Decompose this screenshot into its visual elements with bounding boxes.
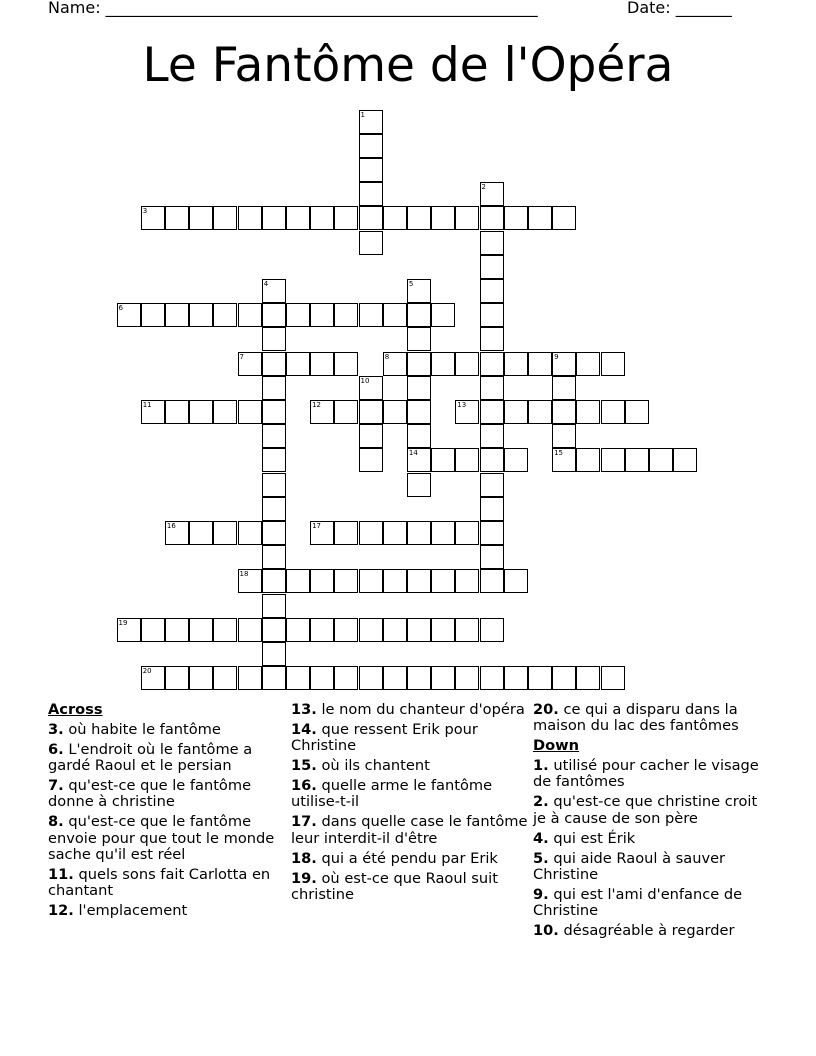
clue-number: 2 [481, 183, 486, 192]
grid-cell[interactable] [431, 352, 455, 376]
grid-cell[interactable] [262, 618, 286, 642]
clue-across-19: 19. où est-ce que Raoul suit christine [291, 869, 498, 903]
grid-cell[interactable] [407, 352, 431, 376]
clue-down-2: 2. qu'est-ce que christine croit je à cause de son père [533, 793, 758, 827]
grid-cell[interactable] [141, 303, 165, 327]
grid-cell[interactable] [431, 666, 455, 690]
grid-cell[interactable] [480, 206, 504, 230]
clue-number: 11 [142, 400, 152, 409]
clue-down-10: 10. désagréable à regarder [533, 922, 735, 940]
grid-cell[interactable] [480, 545, 504, 569]
grid-cell[interactable] [601, 666, 625, 690]
grid-cell[interactable] [262, 642, 286, 666]
grid-cell[interactable] [552, 400, 576, 424]
grid-cell[interactable] [334, 303, 358, 327]
grid-cell[interactable] [213, 521, 237, 545]
grid-cell[interactable] [359, 134, 383, 158]
clue-across-6: 6. L'endroit où le fantôme a gardé Raoul et le persian [48, 741, 253, 775]
grid-cell[interactable] [552, 424, 576, 448]
grid-cell[interactable] [383, 666, 407, 690]
grid-cell[interactable] [262, 303, 286, 327]
clue-number: 19 [118, 618, 128, 627]
grid-cell[interactable] [480, 569, 504, 593]
grid-cell[interactable] [262, 448, 286, 472]
grid-cell[interactable] [359, 521, 383, 545]
page-title: Le Fantôme de l'Opéra [142, 38, 674, 93]
grid-cell[interactable] [334, 352, 358, 376]
grid-cell[interactable] [576, 448, 600, 472]
clue-number: 13 [457, 400, 467, 409]
grid-cell[interactable] [262, 594, 286, 618]
grid-cell[interactable] [431, 448, 455, 472]
grid-cell[interactable] [165, 206, 189, 230]
clue-number: 12 [312, 400, 322, 409]
clue-down-4: 4. qui est Érik [533, 829, 636, 847]
grid-cell[interactable] [238, 400, 262, 424]
grid-cell[interactable] [383, 206, 407, 230]
grid-cell[interactable] [262, 400, 286, 424]
grid-cell[interactable] [480, 666, 504, 690]
grid-cell[interactable] [189, 618, 213, 642]
grid-cell[interactable] [213, 206, 237, 230]
grid-cell[interactable] [310, 569, 334, 593]
grid-cell[interactable] [552, 376, 576, 400]
grid-cell[interactable] [407, 473, 431, 497]
grid-cell[interactable] [359, 448, 383, 472]
grid-cell[interactable] [189, 206, 213, 230]
clue-across-14: 14. que ressent Erik pour Christine [291, 721, 478, 755]
grid-cell[interactable] [286, 303, 310, 327]
grid-cell[interactable] [334, 666, 358, 690]
grid-cell[interactable] [601, 352, 625, 376]
grid-cell[interactable] [359, 569, 383, 593]
grid-cell[interactable] [480, 303, 504, 327]
grid-cell[interactable] [528, 400, 552, 424]
grid-cell[interactable] [455, 352, 479, 376]
grid-cell[interactable] [480, 255, 504, 279]
grid-cell[interactable] [359, 618, 383, 642]
grid-cell[interactable] [407, 521, 431, 545]
clue-across-15: 15. où ils chantent [291, 757, 430, 775]
grid-cell[interactable] [359, 206, 383, 230]
grid-cell[interactable] [189, 521, 213, 545]
grid-cell[interactable] [238, 666, 262, 690]
grid-cell[interactable] [262, 376, 286, 400]
clue-down-5: 5. qui aide Raoul à sauver Christine [533, 849, 726, 883]
grid-cell[interactable] [359, 666, 383, 690]
grid-cell[interactable] [310, 666, 334, 690]
grid-cell[interactable] [286, 206, 310, 230]
grid-cell[interactable] [480, 352, 504, 376]
grid-cell[interactable] [213, 400, 237, 424]
clues-column-2 [291, 702, 531, 907]
grid-cell[interactable] [189, 303, 213, 327]
grid-cell[interactable] [334, 521, 358, 545]
grid-cell[interactable] [334, 206, 358, 230]
grid-cell[interactable] [310, 303, 334, 327]
grid-cell[interactable] [213, 303, 237, 327]
grid-cell[interactable] [528, 666, 552, 690]
grid-cell[interactable] [262, 497, 286, 521]
grid-cell[interactable] [552, 666, 576, 690]
clue-across-13: 13. le nom du chanteur d'opéra [291, 701, 525, 718]
clue-number: 20 [142, 667, 152, 676]
grid-cell[interactable] [407, 303, 431, 327]
grid-cell[interactable] [407, 569, 431, 593]
grid-cell[interactable] [262, 424, 286, 448]
grid-cell[interactable] [480, 327, 504, 351]
grid-cell[interactable] [383, 521, 407, 545]
clue-number: 15 [554, 449, 564, 458]
grid-cell[interactable] [431, 618, 455, 642]
grid-cell[interactable] [359, 400, 383, 424]
grid-cell[interactable] [334, 569, 358, 593]
clues-column-3 [533, 702, 773, 943]
grid-cell[interactable] [407, 400, 431, 424]
grid-cell[interactable] [480, 279, 504, 303]
grid-cell[interactable] [504, 352, 528, 376]
clue-across-17: 17. dans quelle case le fantôme leur interdit-il d'être [291, 813, 528, 847]
grid-cell[interactable] [189, 666, 213, 690]
grid-cell[interactable] [480, 521, 504, 545]
grid-cell[interactable] [649, 448, 673, 472]
grid-cell[interactable] [359, 424, 383, 448]
grid-cell[interactable] [504, 666, 528, 690]
grid-cell[interactable] [262, 521, 286, 545]
grid-cell[interactable] [141, 618, 165, 642]
grid-cell[interactable] [383, 303, 407, 327]
clue-number: 3 [142, 207, 148, 216]
grid-cell[interactable] [455, 618, 479, 642]
clue-across-18: 18. qui a été pendu par Erik [291, 849, 498, 867]
grid-cell[interactable] [165, 400, 189, 424]
grid-cell[interactable] [262, 569, 286, 593]
clue-down-9: 9. qui est l'ami d'enfance de Christine [533, 885, 743, 920]
grid-cell[interactable] [334, 618, 358, 642]
grid-cell[interactable] [576, 352, 600, 376]
grid-cell[interactable] [165, 666, 189, 690]
grid-cell[interactable] [165, 303, 189, 327]
grid-cell[interactable] [407, 424, 431, 448]
grid-cell[interactable] [504, 206, 528, 230]
grid-cell[interactable] [310, 352, 334, 376]
clue-number: 8 [384, 352, 390, 361]
clue-across-8: 8. qu'est-ce que le fantôme envoie pour que tout le monde sache qu'il est réel [48, 813, 275, 863]
grid-cell[interactable] [431, 521, 455, 545]
clue-number: 9 [554, 352, 559, 361]
grid-cell[interactable] [238, 521, 262, 545]
grid-cell[interactable] [407, 618, 431, 642]
grid-cell[interactable] [189, 400, 213, 424]
clue-across-16: 16. quelle arme le fantôme utilise-t-il [291, 777, 493, 811]
grid-cell[interactable] [286, 352, 310, 376]
clue-across-7: 7. qu'est-ce que le fantôme donne à christine [48, 777, 252, 811]
grid-cell[interactable] [625, 400, 649, 424]
grid-cell[interactable] [213, 666, 237, 690]
grid-cell[interactable] [480, 400, 504, 424]
grid-cell[interactable] [528, 352, 552, 376]
grid-cell[interactable] [601, 448, 625, 472]
grid-cell[interactable] [262, 327, 286, 351]
grid-cell[interactable] [480, 448, 504, 472]
date-label: Date: _______ [627, 0, 732, 17]
grid-cell[interactable] [625, 448, 649, 472]
grid-cell[interactable] [576, 666, 600, 690]
clue-number: 7 [239, 352, 244, 361]
clue-down-1: 1. utilisé pour cacher le visage de fantômes [533, 757, 759, 791]
grid-cell[interactable] [238, 303, 262, 327]
grid-cell[interactable] [407, 376, 431, 400]
grid-cell[interactable] [383, 400, 407, 424]
grid-cell[interactable] [359, 303, 383, 327]
grid-cell[interactable] [528, 206, 552, 230]
grid-cell[interactable] [262, 352, 286, 376]
grid-cell[interactable] [601, 400, 625, 424]
clue-number: 5 [408, 279, 414, 288]
grid-cell[interactable] [310, 618, 334, 642]
down-heading: Down [533, 737, 580, 755]
grid-cell[interactable] [673, 448, 697, 472]
clue-across-11: 11. quels sons fait Carlotta en chantant [48, 865, 271, 900]
grid-cell[interactable] [238, 618, 262, 642]
grid-cell[interactable] [383, 618, 407, 642]
grid-cell[interactable] [504, 448, 528, 472]
grid-cell[interactable] [165, 618, 189, 642]
grid-cell[interactable] [455, 521, 479, 545]
grid-cell[interactable] [455, 569, 479, 593]
clue-number: 1 [360, 110, 365, 119]
grid-cell[interactable] [334, 400, 358, 424]
grid-cell[interactable] [455, 206, 479, 230]
grid-cell[interactable] [359, 182, 383, 206]
clue-across-20: 20. ce qui a disparu dans la maison du lac des fantômes [533, 701, 739, 735]
grid-cell[interactable] [238, 206, 262, 230]
clue-across-12: 12. l'emplacement [48, 902, 188, 920]
grid-cell[interactable] [286, 618, 310, 642]
clues-column-1 [48, 702, 288, 923]
clue-number: 18 [239, 570, 249, 579]
across-heading: Across [48, 701, 103, 718]
grid-cell[interactable] [480, 497, 504, 521]
grid-cell[interactable] [480, 231, 504, 255]
grid-cell[interactable] [455, 448, 479, 472]
grid-cell[interactable] [359, 231, 383, 255]
grid-cell[interactable] [504, 400, 528, 424]
grid-cell[interactable] [480, 424, 504, 448]
grid-cell[interactable] [213, 618, 237, 642]
grid-cell[interactable] [262, 666, 286, 690]
grid-cell[interactable] [286, 569, 310, 593]
grid-cell[interactable] [286, 666, 310, 690]
grid-cell[interactable] [480, 376, 504, 400]
clue-number: 10 [360, 376, 370, 385]
clue-number: 16 [166, 521, 176, 530]
grid-cell[interactable] [262, 206, 286, 230]
grid-cell[interactable] [576, 400, 600, 424]
clue-number: 17 [312, 521, 322, 530]
grid-cell[interactable] [359, 158, 383, 182]
clue-across-3: 3. où habite le fantôme [48, 721, 221, 738]
grid-cell[interactable] [262, 473, 286, 497]
name-label: Name: ______________________________________________________ [48, 0, 538, 17]
clue-number: 14 [408, 449, 418, 458]
grid-cell[interactable] [455, 666, 479, 690]
clue-number: 6 [118, 304, 123, 313]
grid-cell[interactable] [310, 206, 334, 230]
grid-cell[interactable] [262, 545, 286, 569]
clue-number: 4 [263, 279, 269, 288]
grid-cell[interactable] [383, 569, 407, 593]
grid-cell[interactable] [552, 206, 576, 230]
grid-cell[interactable] [407, 327, 431, 351]
grid-cell[interactable] [480, 618, 504, 642]
grid-cell[interactable] [407, 666, 431, 690]
grid-cell[interactable] [431, 303, 455, 327]
grid-cell[interactable] [431, 569, 455, 593]
grid-cell[interactable] [407, 206, 431, 230]
grid-cell[interactable] [504, 569, 528, 593]
grid-cell[interactable] [431, 206, 455, 230]
grid-cell[interactable] [480, 473, 504, 497]
